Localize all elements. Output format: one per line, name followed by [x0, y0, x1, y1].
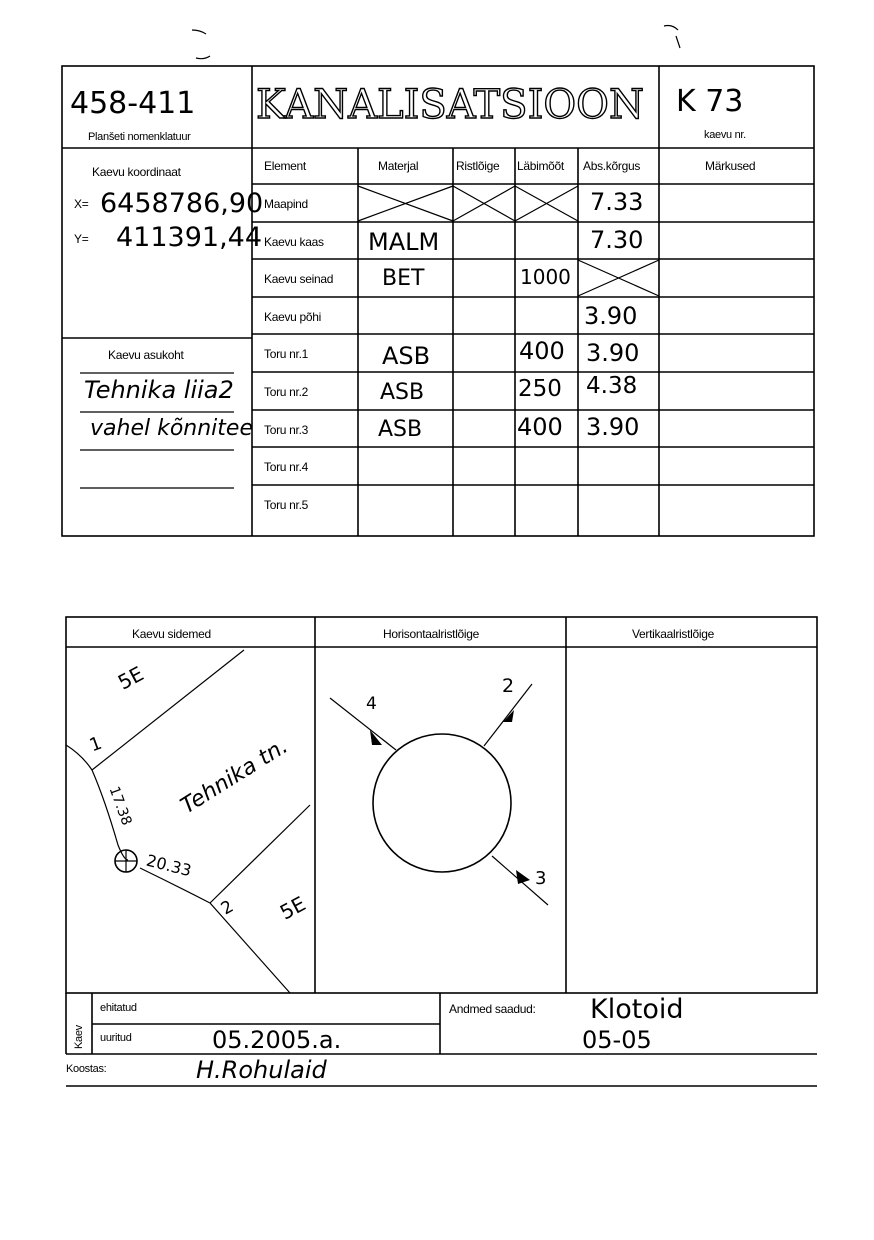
- horizontal-section-drawing: [330, 684, 548, 905]
- row-element: Maapind: [264, 197, 308, 211]
- col-header-diameter: Läbimõõt: [517, 159, 564, 173]
- horizontal-pipe-2: 2: [502, 675, 515, 697]
- y-prefix: Y=: [74, 232, 89, 246]
- footer-updated-value: 05.2005.a.: [212, 1026, 342, 1054]
- nomenclature-label: Planšeti nomenklatuur: [88, 131, 191, 143]
- row-abs-height: 4.38: [586, 373, 638, 399]
- row-element: Kaevu kaas: [264, 235, 324, 249]
- sketch-distance-a: 17.38: [105, 784, 135, 828]
- row-diameter: 400: [519, 337, 565, 365]
- sketch-street-name: Tehnika tn.: [176, 733, 293, 820]
- horizontal-pipe-3: 3: [535, 868, 547, 889]
- sketch-pipe-2: 2: [217, 896, 238, 920]
- row-abs-height: 3.90: [584, 302, 638, 330]
- row-element: Kaevu seinad: [264, 272, 334, 286]
- row-abs-height: 7.30: [590, 226, 644, 254]
- footer-data-label: Andmed saadud:: [449, 1002, 536, 1016]
- location-line-2: vahel kõnnitee: [90, 416, 253, 441]
- sketch-lines: [66, 650, 310, 993]
- row-element: Toru nr.1: [264, 347, 308, 361]
- col-header-notes: Märkused: [705, 159, 756, 173]
- row-element: Toru nr.5: [264, 498, 308, 512]
- row-diameter: 250: [518, 376, 562, 402]
- footer-side-label: Kaev: [73, 1025, 85, 1049]
- nomenclature-value: 458-411: [70, 86, 196, 121]
- x-prefix: X=: [74, 197, 89, 211]
- row-material: ASB: [378, 417, 423, 442]
- horizontal-pipe-4: 4: [366, 694, 377, 714]
- row-abs-height: 3.90: [586, 339, 640, 367]
- diagram-header-vertical: Vertikaalristlõige: [632, 627, 714, 641]
- col-header-abs-height: Abs.kõrgus: [583, 159, 641, 173]
- footer-updated-label: uuritud: [100, 1032, 132, 1044]
- x-coordinate-value: 6458786,90: [100, 188, 264, 219]
- footer-author-value: H.Rohulaid: [196, 1056, 327, 1084]
- footer-built-label: ehitatud: [100, 1002, 137, 1014]
- col-header-element: Element: [264, 159, 306, 173]
- sketch-label-5e-bottom: 5E: [275, 891, 310, 925]
- sketch-pipe-1: 1: [86, 732, 105, 757]
- diagram-header-connections: Kaevu sidemed: [132, 627, 211, 641]
- y-coordinate-value: 411391,44: [116, 222, 263, 253]
- diagram-header-horizontal: Horisontaalristlõige: [383, 627, 480, 641]
- sketch-distance-b: 20.33: [144, 850, 194, 881]
- row-material: ASB: [380, 380, 425, 405]
- row-element: Kaevu põhi: [264, 310, 322, 324]
- col-header-cross-section: Ristlõige: [456, 159, 500, 173]
- location-line-1: Tehnika liia2: [84, 376, 234, 404]
- coordinates-label: Kaevu koordinaat: [92, 165, 181, 179]
- row-diameter: 1000: [520, 265, 571, 289]
- col-header-material: Materjal: [378, 159, 419, 173]
- row-element: Toru nr.4: [264, 460, 308, 474]
- row-material: ASB: [382, 342, 431, 370]
- row-element: Toru nr.2: [264, 385, 308, 399]
- row-element: Toru nr.3: [264, 423, 308, 437]
- footer-data-source: Klotoid: [590, 994, 684, 1025]
- page-title: KANALISATSIOON: [256, 82, 644, 128]
- well-number-value: K 73: [676, 84, 744, 119]
- row-material: BET: [382, 266, 425, 291]
- well-number-label: kaevu nr.: [704, 129, 746, 141]
- location-label: Kaevu asukoht: [108, 348, 184, 362]
- row-material: MALM: [368, 228, 440, 256]
- footer-data-date: 05-05: [582, 1026, 652, 1054]
- row-abs-height: 7.33: [590, 188, 644, 216]
- row-diameter: 400: [517, 413, 563, 441]
- footer-author-label: Koostas:: [66, 1063, 107, 1075]
- sketch-label-5e-top: 5E: [113, 661, 148, 695]
- row-abs-height: 3.90: [586, 413, 640, 441]
